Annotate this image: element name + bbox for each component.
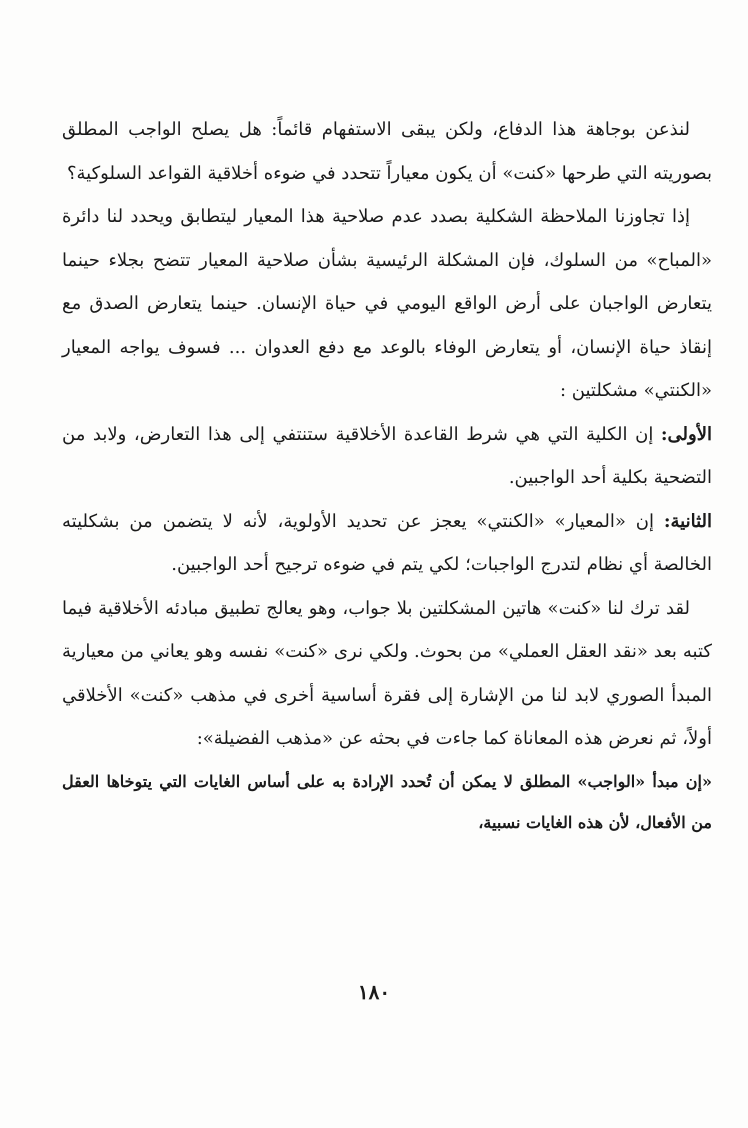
paragraph-text: إن «المعيار» «الكنتي» يعجز عن تحديد الأولوية، لأنه لا يتضمن من بشكليته الخالصة أي نظام لتدرج الواجبات؛ لكي يتم في ضوءه ترجيح أحد الواجبين. <box>62 510 712 575</box>
block-quote: «إن مبدأ «الواجب» المطلق لا يمكن أن تُحدد الإرادة به على أساس الغايات التي يتوخاها العقل من الأفعال، لأن هذه الغايات نسبية، <box>62 771 713 832</box>
paragraph-lead: الأولى: <box>660 423 712 445</box>
paragraph-2 <box>62 195 712 413</box>
paragraph-second-problem <box>62 500 712 587</box>
paragraph-5 <box>62 587 712 761</box>
paragraph-first-problem <box>62 413 712 500</box>
page-number: ١٨٠ <box>357 980 391 1004</box>
paragraph-text: لقد ترك لنا «كنت» هاتين المشكلتين بلا جواب، وهو يعالج تطبيق مبادئه الأخلاقية فيما كتبه بعد «نقد العقل العملي» من بحوث. ولكي نرى «كنت» نفسه وهو يعاني من معيارية المبدأ الصوري لابد لنا من الإشارة إلى فقرة أساسية أخرى في مذهب «كنت» الأخلاقي أولاً، ثم نعرض هذه المعاناة كما جاءت في بحثه عن «مذهب الفضيلة»: <box>62 597 713 749</box>
paragraph-lead: الثانية: <box>663 510 712 532</box>
paragraph-1 <box>62 108 712 195</box>
paragraph-text: لنذعن بوجاهة هذا الدفاع، ولكن يبقى الاستفهام قائماً: هل يصلح الواجب المطلق بصوريته التي طرحها «كنت» أن يكون معياراً تتحدد في ضوءه أخلاقية القواعد السلوكية؟ <box>62 119 712 184</box>
paragraph-text: إن الكلية التي هي شرط القاعدة الأخلاقية ستنتفي إلى هذا التعارض، ولابد من التضحية بكلية أحد الواجبين. <box>62 423 712 488</box>
body-text <box>62 108 712 843</box>
paragraph-text: إذا تجاوزنا الملاحظة الشكلية بصدد عدم صلاحية هذا المعيار ليتطابق ويحدد لنا دائرة «المباح» من السلوك، فإن المشكلة الرئيسية بشأن صلاحية المعيار تتضح بجلاء حينما يتعارض الواجبان على أرض الواقع اليومي في حياة الإنسان. حينما يتعارض الصدق مع إنقاذ حياة الإنسان، أو يتعارض الوفاء بالوعد مع دفع العدوان ... فسوف يواجه المعيار «الكنتي» مشكلتين : <box>62 206 712 401</box>
